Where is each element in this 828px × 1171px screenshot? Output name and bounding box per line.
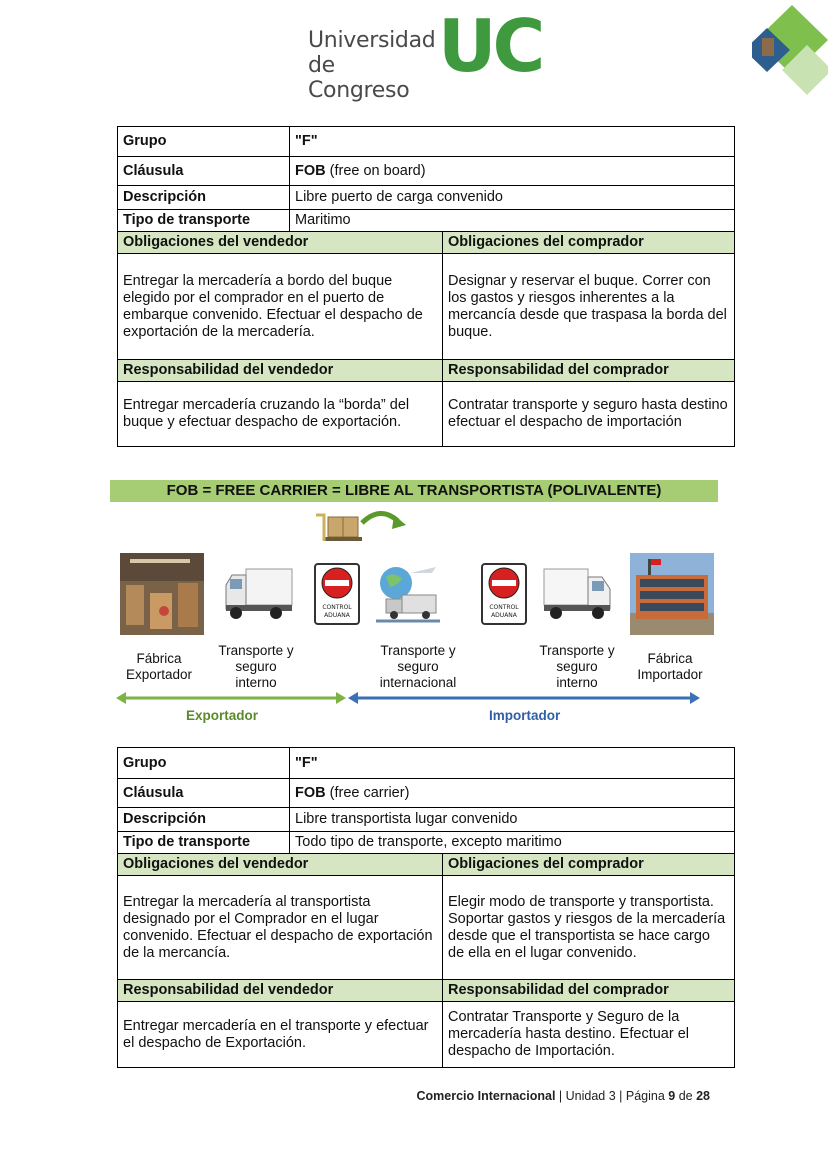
responsibility-arrows (116, 691, 716, 705)
clausula-code: FOB (295, 784, 326, 801)
footer-page-number: 9 (668, 1089, 676, 1103)
descripcion-value: Libre puerto de carga convenido (290, 186, 735, 210)
caption-text: Fábrica Importador (637, 651, 703, 682)
footer-page-label: | Página (615, 1089, 669, 1103)
descripcion-label: Descripción (118, 186, 290, 210)
descripcion-label: Descripción (118, 808, 290, 832)
importador-label: Importador (489, 708, 561, 723)
responsabilidad-comprador-header: Responsabilidad del comprador (443, 980, 735, 1002)
tipo-transporte-label: Tipo de transporte (118, 210, 290, 232)
obligaciones-vendedor-text: Entregar la mercadería al transportista designado por el Comprador en el lugar convenido. Efectuar el despacho de exportación de la mercancía. (118, 876, 443, 980)
customs-sign-line1: CONTROL (489, 604, 519, 611)
logo-text (308, 28, 435, 103)
clausula-label: Cláusula (118, 779, 290, 808)
obligaciones-comprador-header: Obligaciones del comprador (443, 854, 735, 876)
footer-de: de (675, 1089, 697, 1103)
grupo-value: "F" (290, 127, 735, 157)
page-footer (417, 1089, 711, 1103)
obligaciones-comprador-text: Elegir modo de transporte y transportista. Soportar gastos y riesgos de la mercadería desde que el transportista se hace cargo de ella en el lugar convenido. (443, 876, 735, 980)
clausula-value (290, 157, 735, 186)
footer-separator: | (555, 1089, 566, 1103)
exportador-arrow-head-right (336, 692, 346, 704)
grupo-label: Grupo (118, 127, 290, 157)
importador-arrow-head-right (690, 692, 700, 704)
obligaciones-vendedor-header: Obligaciones del vendedor (118, 854, 443, 876)
international-transport-icon (372, 563, 444, 625)
logo-line-2: de Congreso (308, 53, 410, 103)
caption-transporte-interno-importador (536, 643, 618, 691)
descripcion-value: Libre transportista lugar convenido (290, 808, 735, 832)
tipo-transporte-value: Todo tipo de transporte, excepto maritimo (290, 832, 735, 854)
incoterm-table-fob-free-on-board (117, 126, 735, 447)
footer-total-pages: 28 (696, 1089, 710, 1103)
importador-arrow-head-left (348, 692, 358, 704)
factory-importer-image (630, 553, 714, 635)
clausula-description: (free carrier) (325, 784, 410, 801)
clausula-label: Cláusula (118, 157, 290, 186)
customs-sign-line2: ADUANA (324, 612, 350, 619)
responsabilidad-vendedor-header: Responsabilidad del vendedor (118, 360, 443, 382)
responsabilidad-comprador-text: Contratar Transporte y Seguro de la mercadería hasta destino. Efectuar el despacho de Importación. (443, 1002, 735, 1068)
caption-fabrica-exportador (114, 651, 204, 683)
responsabilidad-vendedor-text: Entregar mercadería cruzando la “borda” del buque y efectuar despacho de exportación. (118, 382, 443, 447)
customs-stop-sign-icon (314, 563, 360, 625)
footer-course: Comercio Internacional (416, 1089, 556, 1103)
warehouse-exporter-image (120, 553, 204, 635)
customs-sign-line2: ADUANA (491, 612, 517, 619)
obligaciones-comprador-text: Designar y reservar el buque. Correr con los gastos y riesgos inherentes a la mercancía desde que traspasa la borda del buque. (443, 254, 735, 360)
clausula-code: FOB (295, 162, 326, 179)
incoterm-table-fob-free-carrier (117, 747, 735, 1068)
responsabilidad-vendedor-header: Responsabilidad del vendedor (118, 980, 443, 1002)
caption-text: Transporte y seguro internacional (379, 643, 457, 690)
fob-free-carrier-banner: FOB = FREE CARRIER = LIBRE AL TRANSPORTISTA (POLIVALENTE) (110, 480, 718, 502)
caption-text: Transporte y seguro interno (218, 643, 294, 690)
exportador-arrow-head-left (116, 692, 126, 704)
caption-text: Transporte y seguro interno (539, 643, 615, 690)
pallet-handover-icon (310, 507, 410, 543)
customs-stop-sign-icon (481, 563, 527, 625)
footer-unit: Unidad 3 (565, 1089, 616, 1103)
caption-text: Fábrica Exportador (125, 651, 193, 682)
tipo-transporte-value: Maritimo (290, 210, 735, 232)
caption-transporte-internacional (372, 643, 464, 691)
customs-sign-line1: CONTROL (322, 604, 352, 611)
caption-fabrica-importador (628, 651, 712, 683)
obligaciones-comprador-header: Obligaciones del comprador (443, 232, 735, 254)
responsabilidad-comprador-header: Responsabilidad del comprador (443, 360, 735, 382)
grupo-label: Grupo (118, 748, 290, 779)
tipo-transporte-label: Tipo de transporte (118, 832, 290, 854)
responsabilidad-vendedor-text: Entregar mercadería en el transporte y efectuar el despacho de Exportación. (118, 1002, 443, 1068)
responsabilidad-comprador-text: Contratar transporte y seguro hasta destino efectuar el despacho de importación (443, 382, 735, 447)
logo-line-1: Universidad (308, 28, 436, 53)
clausula-value (290, 779, 735, 808)
truck-icon (222, 563, 294, 625)
obligaciones-vendedor-text: Entregar la mercadería a bordo del buque elegido por el comprador en el puerto de embarque convenido. Efectuar el despacho de exportación de la mercadería. (118, 254, 443, 360)
exportador-label: Exportador (186, 708, 259, 723)
grupo-value: "F" (290, 748, 735, 779)
caption-transporte-interno-exportador (214, 643, 298, 691)
truck-icon (542, 563, 612, 625)
corner-decoration-icon (752, 0, 828, 100)
clausula-description: (free on board) (325, 162, 426, 179)
logo-mark: UC (438, 4, 542, 88)
transport-flow-diagram (110, 505, 720, 735)
obligaciones-vendedor-header: Obligaciones del vendedor (118, 232, 443, 254)
